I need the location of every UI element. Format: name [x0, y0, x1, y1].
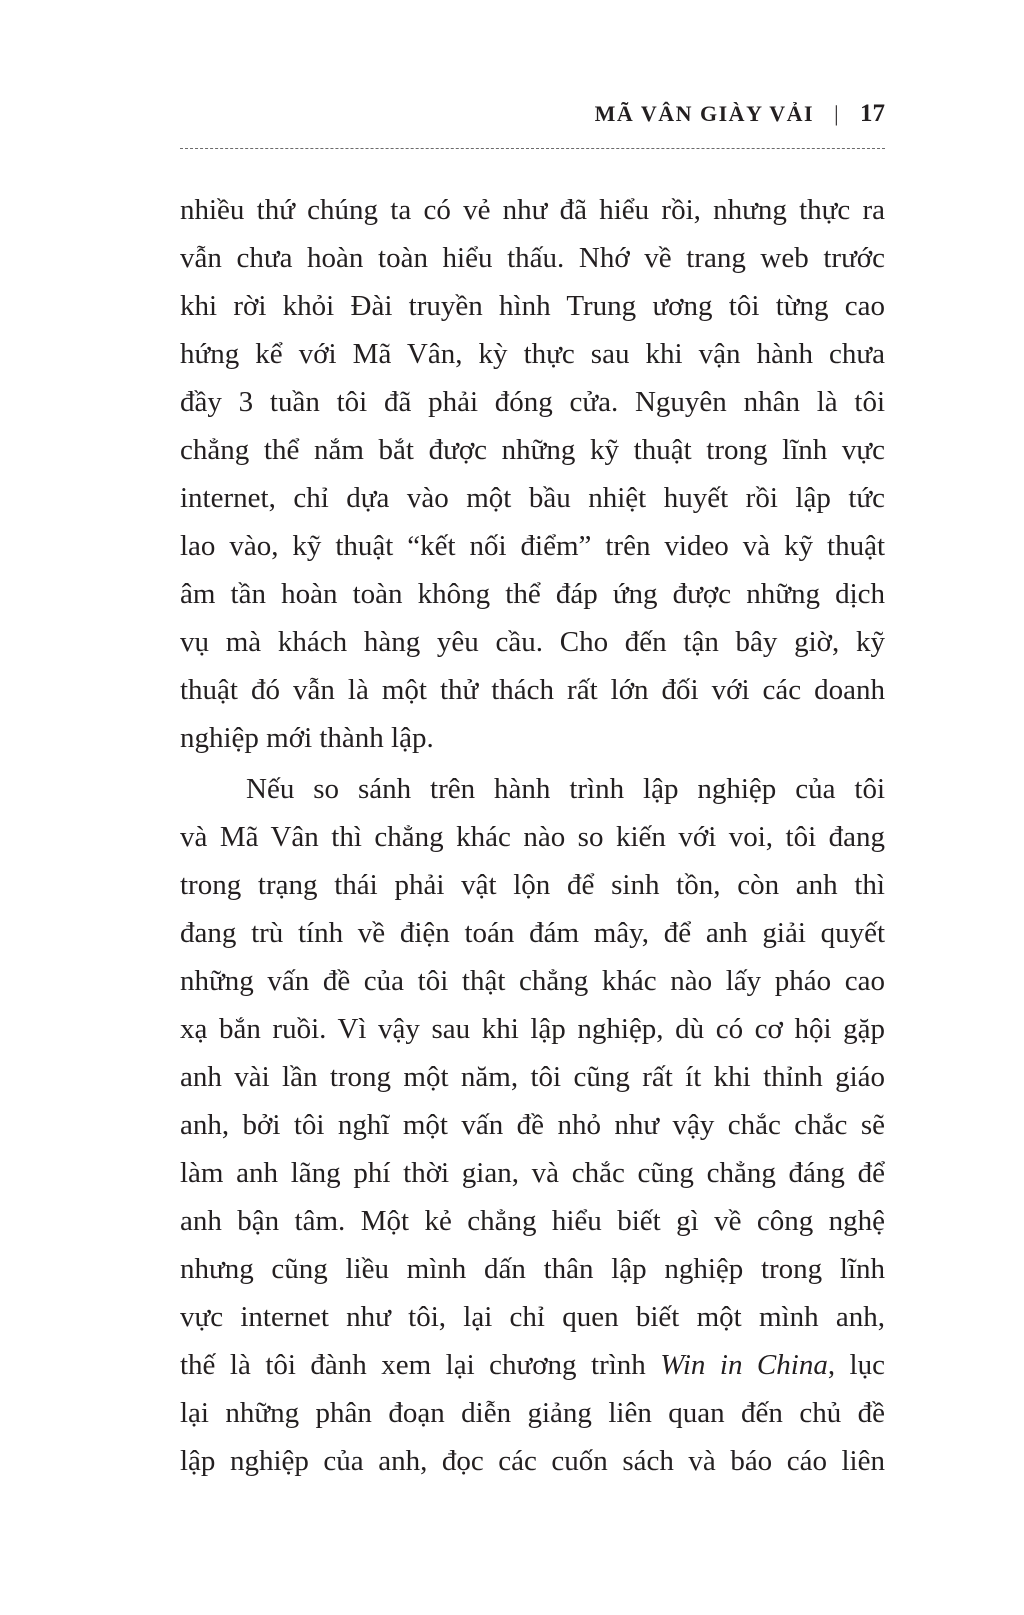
paragraph-1 — [180, 186, 885, 762]
text-line: anh, bởi tôi nghĩ một vấn đề nhỏ như vậy chắc chắc sẽ — [180, 1109, 885, 1141]
header-separator: | — [834, 101, 840, 126]
text-line: vực internet như tôi, lại chỉ quen biết một mình anh, — [180, 1301, 885, 1333]
text-line: vẫn chưa hoàn toàn hiểu thấu. Nhớ về trang web trước — [180, 242, 885, 274]
text-line: khi rời khỏi Đài truyền hình Trung ương tôi từng cao — [180, 290, 885, 322]
paragraph-2 — [180, 765, 885, 1485]
text-line: làm anh lãng phí thời gian, và chắc cũng chẳng đáng để — [180, 1157, 885, 1189]
text-line: hứng kể với Mã Vân, kỳ thực sau khi vận hành chưa — [180, 338, 885, 370]
text-line: chẳng thể nắm bắt được những kỹ thuật trong lĩnh vực — [180, 434, 885, 466]
text-line: âm tần hoàn toàn không thể đáp ứng được những dịch — [180, 578, 885, 610]
text-line: lao vào, kỹ thuật “kết nối điểm” trên video và kỹ thuật — [180, 530, 885, 562]
text-line: Nếu so sánh trên hành trình lập nghiệp của tôi — [246, 773, 885, 805]
page-number: 17 — [860, 100, 885, 127]
body-text — [180, 186, 885, 1485]
running-header — [180, 100, 885, 134]
text-line: lại những phân đoạn diễn giảng liên quan đến chủ đề — [180, 1397, 885, 1429]
text-line: trong trạng thái phải vật lộn để sinh tồn, còn anh thì — [180, 869, 885, 901]
text-line: nghiệp mới thành lập. — [180, 722, 434, 754]
text-line: lập nghiệp của anh, đọc các cuốn sách và báo cáo liên — [180, 1445, 885, 1477]
text-line: nhưng cũng liều mình dấn thân lập nghiệp trong lĩnh — [180, 1253, 885, 1285]
text-line: và Mã Vân thì chẳng khác nào so kiến với voi, tôi đang — [180, 821, 885, 853]
text-line: anh bận tâm. Một kẻ chẳng hiểu biết gì về công nghệ — [180, 1205, 885, 1237]
text-line: nhiều thứ chúng ta có vẻ như đã hiểu rồi, nhưng thực ra — [180, 194, 885, 226]
header-divider — [180, 148, 885, 149]
text-segment: , lục — [827, 1349, 885, 1381]
text-segment: thế là tôi đành xem lại chương trình — [180, 1349, 661, 1381]
text-line: những vấn đề của tôi thật chẳng khác nào lấy pháo cao — [180, 965, 885, 997]
text-line: xạ bắn ruồi. Vì vậy sau khi lập nghiệp, dù có cơ hội gặp — [180, 1013, 885, 1045]
text-line: đang trù tính về điện toán đám mây, để anh giải quyết — [180, 917, 885, 949]
text-line-with-italic — [180, 1341, 885, 1389]
text-line: vụ mà khách hàng yêu cầu. Cho đến tận bây giờ, kỹ — [180, 626, 885, 658]
text-line: anh vài lần trong một năm, tôi cũng rất ít khi thỉnh giáo — [180, 1061, 885, 1093]
text-line: internet, chỉ dựa vào một bầu nhiệt huyết rồi lập tức — [180, 482, 885, 514]
book-title: MÃ VÂN GIÀY VẢI — [594, 101, 815, 126]
text-line: thuật đó vẫn là một thử thách rất lớn đối với các doanh — [180, 674, 885, 706]
program-title-italic: Win in China — [660, 1349, 828, 1381]
text-line: đầy 3 tuần tôi đã phải đóng cửa. Nguyên nhân là tôi — [180, 386, 885, 418]
